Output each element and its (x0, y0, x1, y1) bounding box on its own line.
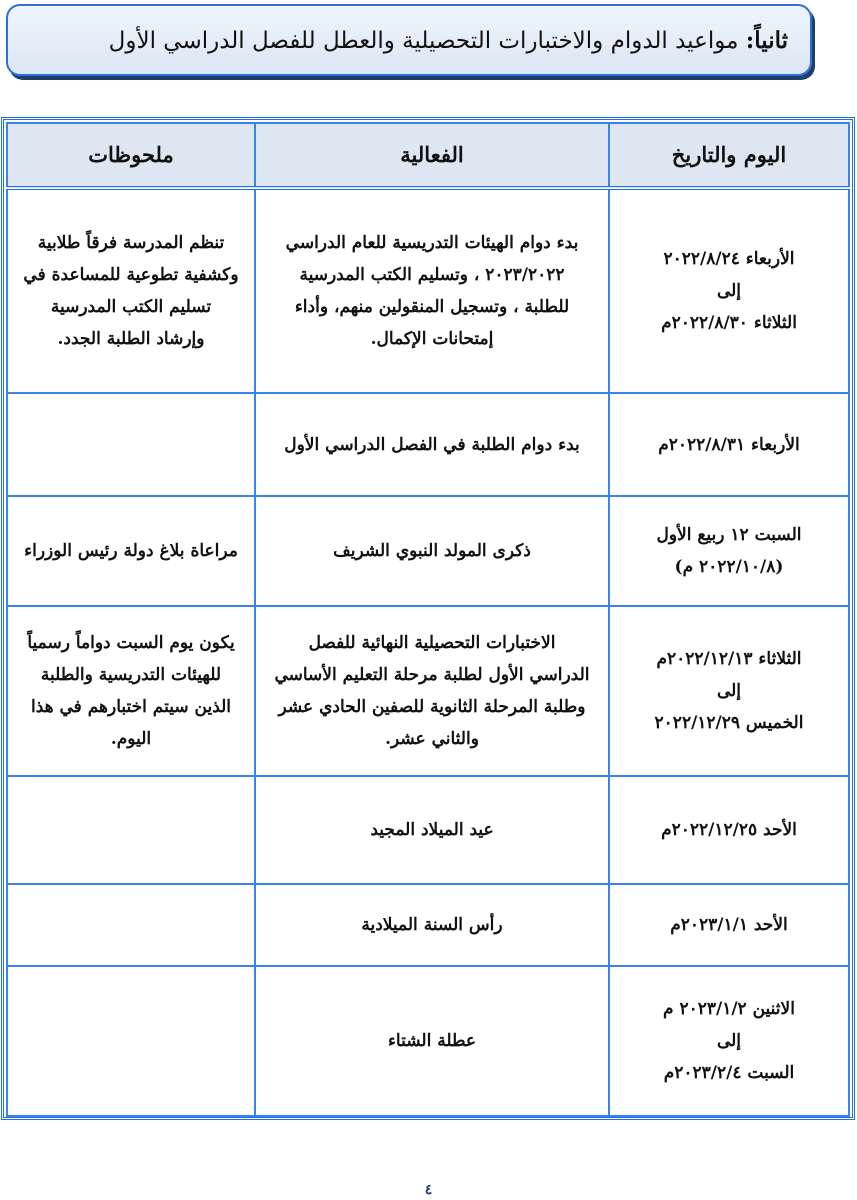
table-row (7, 393, 849, 496)
activity-cell (255, 884, 609, 966)
activity-line: عيد الميلاد المجيد (370, 820, 494, 840)
date-cell (609, 606, 849, 776)
notes-cell (7, 188, 255, 393)
activity-cell (255, 393, 609, 496)
notes-cell-empty (7, 776, 255, 884)
date-line: الأربعاء ٢٠٢٢/٨/٣١م (658, 434, 800, 455)
table-row (7, 966, 849, 1116)
table-header-row (7, 123, 849, 188)
notes-cell-empty (7, 393, 255, 496)
date-line: (٢٠٢٢/١٠/٨ م) (674, 557, 784, 577)
activity-line: والثاني عشر. (385, 729, 479, 749)
activity-line: ٢٠٢٣/٢٠٢٢ ، وتسليم الكتب المدرسية (299, 265, 565, 285)
notes-line: مراعاة بلاغ دولة رئيس الوزراء (24, 541, 238, 561)
activity-line: عطلة الشتاء (387, 1031, 477, 1051)
notes-line: وكشفية تطوعية للمساعدة في (23, 265, 239, 285)
activity-line: للطلبة ، وتسجيل المنقولين منهم، وأداء (294, 297, 570, 317)
activity-cell (255, 496, 609, 606)
activity-cell (255, 606, 609, 776)
activity-cell (255, 966, 609, 1116)
table-row (7, 496, 849, 606)
table-row (7, 188, 849, 393)
notes-line: الذين سيتم اختبارهم في هذا (30, 697, 232, 717)
activity-line: إمتحانات الإكمال. (370, 329, 494, 349)
schedule-table-frame (1, 117, 855, 1120)
activity-line: وطلبة المرحلة الثانوية للصفين الحادي عشر (278, 697, 586, 717)
header-date: اليوم والتاريخ (609, 123, 849, 188)
date-line: الأربعاء ٢٠٢٢/٨/٢٤ (663, 249, 795, 269)
notes-line: للهيئات التدريسية والطلبة (40, 665, 222, 685)
schedule-table (6, 122, 850, 1117)
table-row (7, 884, 849, 966)
page-number: ٤ (424, 1182, 433, 1198)
notes-line: تسليم الكتب المدرسية (50, 297, 212, 317)
date-line: إلى (716, 681, 742, 701)
date-line: الثلاثاء ٢٠٢٢/٨/٣٠م (661, 313, 797, 333)
section-title-lead: ثانياً: (745, 26, 788, 54)
activity-line: ذكرى المولد النبوي الشريف (333, 541, 531, 561)
section-title (109, 27, 788, 54)
date-line: السبت ٢٠٢٣/٢/٤م (663, 1063, 795, 1083)
date-line: الأحد ٢٠٢٣/١/١م (670, 915, 788, 935)
date-cell (609, 188, 849, 393)
date-line: إلى (716, 281, 742, 301)
activity-cell (255, 188, 609, 393)
date-cell (609, 966, 849, 1116)
date-cell (609, 496, 849, 606)
notes-cell-empty (7, 884, 255, 966)
notes-cell (7, 496, 255, 606)
section-title-box (6, 4, 812, 76)
activity-line: رأس السنة الميلادية (361, 915, 503, 935)
date-cell (609, 776, 849, 884)
notes-line: يكون يوم السبت دواماً رسمياً (27, 633, 235, 653)
activity-cell (255, 776, 609, 884)
date-cell (609, 884, 849, 966)
notes-line: وإرشاد الطلبة الجدد. (57, 329, 205, 349)
date-cell (609, 393, 849, 496)
date-line: الاثنين ٢٠٢٣/١/٢ م (663, 999, 795, 1019)
notes-cell-empty (7, 966, 255, 1116)
activity-line: الاختبارات التحصيلية النهائية للفصل (308, 633, 556, 653)
section-title-rest: مواعيد الدوام والاختبارات التحصيلية والعطل للفصل الدراسي الأول (108, 27, 746, 54)
activity-line: الدراسي الأول لطلبة مرحلة التعليم الأساسي (274, 665, 590, 685)
header-notes: ملحوظات (7, 123, 255, 188)
activity-line: بدء دوام الهيئات التدريسية للعام الدراسي (285, 233, 579, 253)
date-line: الخميس ٢٠٢٢/١٢/٢٩ (654, 713, 804, 733)
activity-line: بدء دوام الطلبة في الفصل الدراسي الأول (284, 434, 580, 455)
table-row (7, 606, 849, 776)
notes-line: تنظم المدرسة فرقاً طلابية (37, 233, 225, 253)
header-activity: الفعالية (255, 123, 609, 188)
table-row (7, 776, 849, 884)
notes-cell (7, 606, 255, 776)
date-line: إلى (716, 1031, 742, 1051)
date-line: الثلاثاء ٢٠٢٢/١٢/١٣م (656, 649, 802, 669)
date-line: السبت ١٢ ربيع الأول (656, 525, 802, 545)
date-line: الأحد ٢٠٢٢/١٢/٢٥م (661, 820, 797, 840)
notes-line: اليوم. (110, 729, 152, 749)
